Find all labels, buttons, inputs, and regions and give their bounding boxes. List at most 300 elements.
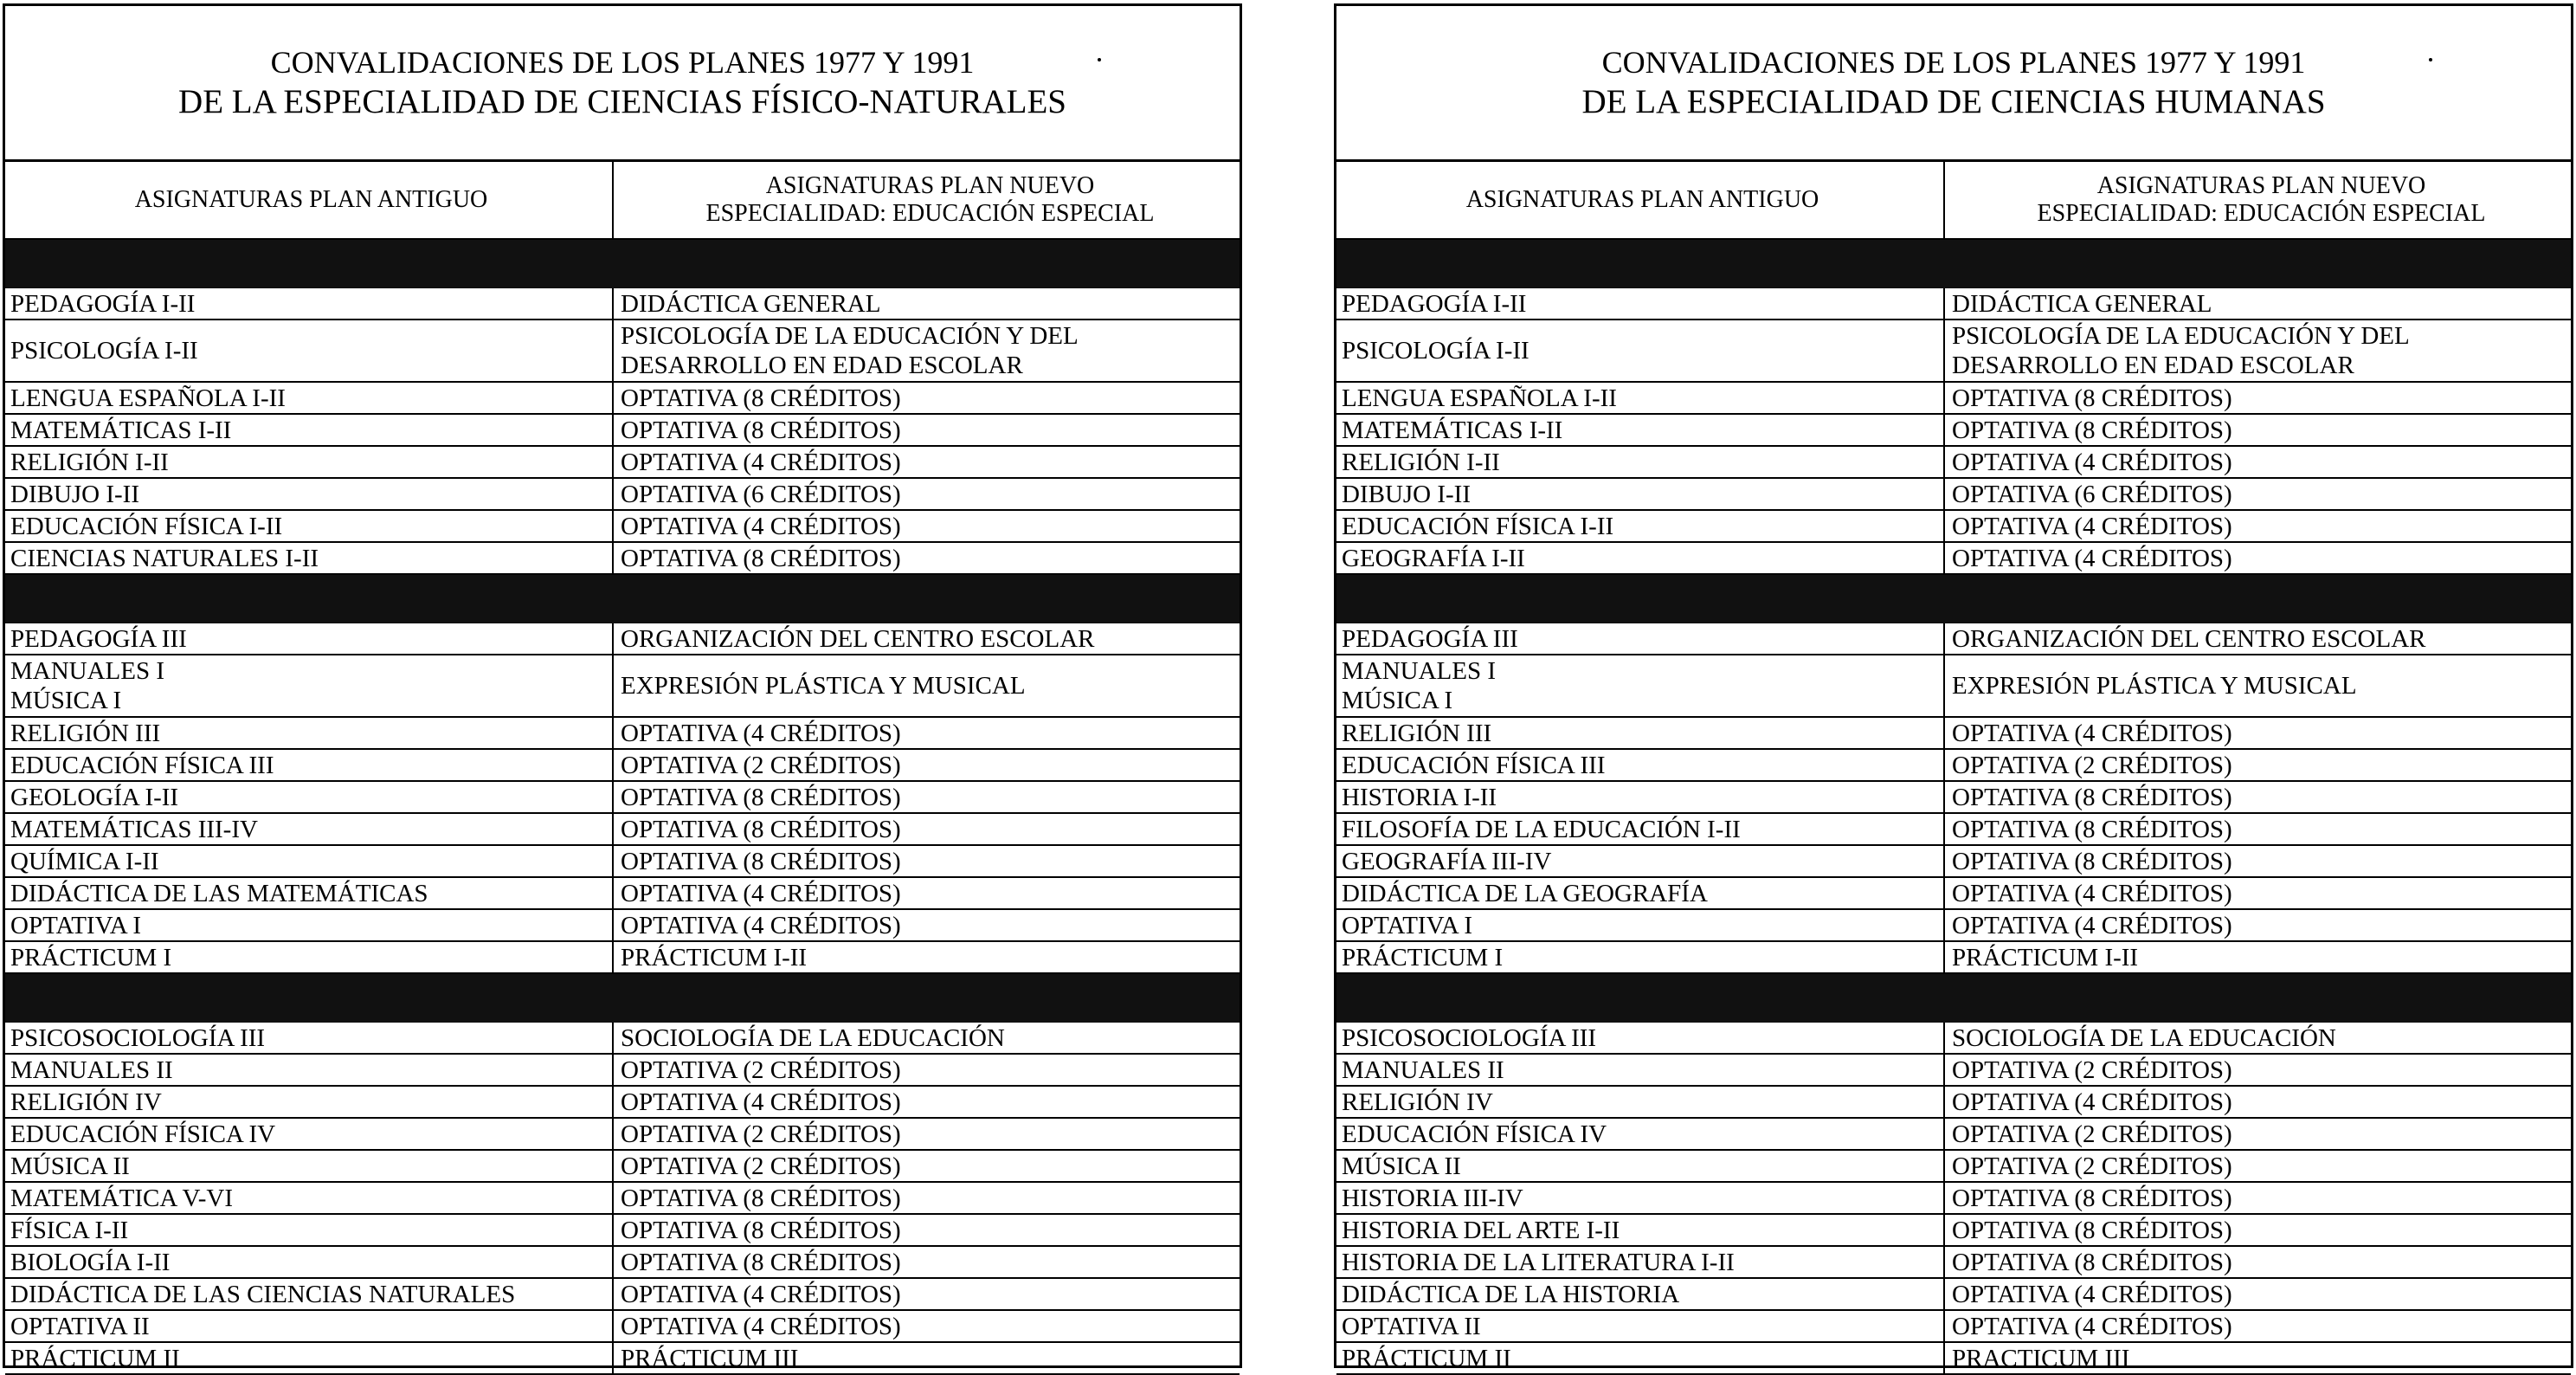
- old-subject-cell: [5, 543, 614, 573]
- new-subject-cell: [1945, 1055, 2571, 1085]
- table-row: [1336, 814, 2571, 846]
- header-old-plan: [5, 162, 614, 238]
- table-row: [5, 1343, 1240, 1375]
- old-subject-text: PSICOLOGÍA I-II: [1342, 337, 1530, 365]
- old-subject-cell: [1336, 878, 1945, 908]
- new-subject-text: PRÁCTICUM III: [621, 1344, 799, 1372]
- old-subject-cell: [5, 1247, 614, 1277]
- table-row: [5, 623, 1240, 655]
- new-subject-text: OPTATIVA (8 CRÉDITOS): [621, 815, 901, 843]
- old-subject-text: EDUCACIÓN FÍSICA III: [10, 751, 274, 779]
- new-subject-cell: [614, 1215, 1240, 1245]
- course-year-separator: [5, 575, 1240, 623]
- table-row: [1336, 750, 2571, 782]
- old-subject-cell: [5, 878, 614, 908]
- old-subject-text: PEDAGOGÍA I-II: [1342, 289, 1527, 318]
- table-row: [5, 1087, 1240, 1119]
- new-subject-cell: [614, 1119, 1240, 1149]
- new-subject-text: OPTATIVA (4 CRÉDITOS): [1952, 1312, 2232, 1340]
- table-row: [5, 543, 1240, 575]
- table-row: [1336, 782, 2571, 814]
- table-row: [5, 1247, 1240, 1279]
- table-row: [1336, 910, 2571, 942]
- old-subject-text: OPTATIVA I: [10, 911, 142, 939]
- old-subject-text: DIDÁCTICA DE LA HISTORIA: [1342, 1280, 1680, 1308]
- new-subject-cell: [614, 447, 1240, 477]
- header-new-label-1: ASIGNATURAS PLAN NUEVO: [765, 172, 1095, 199]
- new-subject-cell: [614, 1311, 1240, 1341]
- new-subject-cell: [1945, 447, 2571, 477]
- old-subject-cell: [5, 511, 614, 541]
- new-subject-text: OPTATIVA (4 CRÉDITOS): [1952, 544, 2232, 572]
- course-year-separator: [5, 974, 1240, 1023]
- old-subject-cell: [5, 1151, 614, 1181]
- new-subject-text: OPTATIVA (8 CRÉDITOS): [1952, 1248, 2232, 1276]
- new-subject-cell: [1945, 1215, 2571, 1245]
- table-body: [1336, 240, 2571, 1375]
- new-subject-cell: [1945, 1311, 2571, 1341]
- old-subject-cell: [5, 1119, 614, 1149]
- table-row: [1336, 1247, 2571, 1279]
- old-subject-text: HISTORIA DE LA LITERATURA I-II: [1342, 1248, 1735, 1276]
- new-subject-cell: [1945, 543, 2571, 573]
- new-subject-cell: [1945, 1087, 2571, 1117]
- new-subject-text: OPTATIVA (2 CRÉDITOS): [1952, 1152, 2232, 1180]
- old-subject-text: DIBUJO I-II: [10, 480, 139, 508]
- old-subject-cell: [1336, 1247, 1945, 1277]
- table-row: [1336, 543, 2571, 575]
- header-new-plan: [614, 162, 1240, 238]
- table-row: [5, 846, 1240, 878]
- table-row: [5, 479, 1240, 511]
- old-subject-cell: [1336, 1087, 1945, 1117]
- table-row: [5, 1215, 1240, 1247]
- old-subject-text: DIBUJO I-II: [1342, 480, 1471, 508]
- new-subject-cell: [614, 1151, 1240, 1181]
- old-subject-text: MATEMÁTICAS I-II: [1342, 416, 1563, 444]
- old-subject-text: RELIGIÓN IV: [10, 1088, 162, 1116]
- new-subject-text: EXPRESIÓN PLÁSTICA Y MUSICAL: [1952, 672, 2357, 700]
- new-subject-text: EXPRESIÓN PLÁSTICA Y MUSICAL: [621, 672, 1026, 700]
- old-subject-text: RELIGIÓN III: [1342, 719, 1492, 747]
- old-subject-text: FÍSICA I-II: [10, 1216, 129, 1244]
- old-subject-cell: [1336, 655, 1945, 716]
- old-subject-text: PRÁCTICUM II: [10, 1344, 180, 1372]
- table-row: [1336, 1151, 2571, 1183]
- panel-ciencias-humanas: [1334, 3, 2573, 1372]
- new-subject-cell: [1945, 878, 2571, 908]
- old-subject-cell: [5, 942, 614, 972]
- table-row: [5, 320, 1240, 383]
- table-row: [5, 1023, 1240, 1055]
- new-subject-cell: [1945, 1023, 2571, 1053]
- old-subject-text: PSICOSOCIOLOGÍA III: [1342, 1023, 1597, 1052]
- new-subject-text: OPTATIVA (2 CRÉDITOS): [621, 1152, 901, 1180]
- new-subject-text: OPTATIVA (4 CRÉDITOS): [621, 911, 901, 939]
- old-subject-cell: [1336, 415, 1945, 445]
- old-subject-cell: [5, 415, 614, 445]
- table-row: [1336, 1343, 2571, 1375]
- new-subject-cell: [1945, 511, 2571, 541]
- table-row: [5, 447, 1240, 479]
- old-subject-text: MANUALES I: [1342, 657, 1497, 685]
- old-subject-cell: [5, 910, 614, 940]
- table-row: [5, 1055, 1240, 1087]
- course-year-separator: [1336, 240, 2571, 288]
- old-subject-text: MANUALES II: [10, 1055, 173, 1084]
- new-subject-text: OPTATIVA (4 CRÉDITOS): [621, 719, 901, 747]
- old-subject-cell: [1336, 1279, 1945, 1309]
- table-row: [5, 1119, 1240, 1151]
- old-subject-cell: [1336, 623, 1945, 654]
- new-subject-text: DESARROLLO EN EDAD ESCOLAR: [1952, 352, 2354, 379]
- new-subject-cell: [614, 623, 1240, 654]
- old-subject-cell: [1336, 782, 1945, 812]
- table-row: [1336, 288, 2571, 320]
- header-new-label-2: ESPECIALIDAD: EDUCACIÓN ESPECIAL: [705, 200, 1155, 227]
- new-subject-text: OPTATIVA (8 CRÉDITOS): [1952, 416, 2232, 444]
- new-subject-cell: [614, 942, 1240, 972]
- table-row: [1336, 623, 2571, 655]
- old-subject-cell: [5, 320, 614, 381]
- table-row: [5, 1279, 1240, 1311]
- new-subject-text: OPTATIVA (4 CRÉDITOS): [621, 1088, 901, 1116]
- new-subject-cell: [1945, 1119, 2571, 1149]
- old-subject-cell: [5, 1343, 614, 1373]
- table-row: [5, 718, 1240, 750]
- old-subject-cell: [5, 814, 614, 844]
- new-subject-cell: [1945, 1343, 2571, 1373]
- old-subject-text: LENGUA ESPAÑOLA I-II: [10, 384, 286, 412]
- new-subject-text: OPTATIVA (8 CRÉDITOS): [1952, 1216, 2232, 1244]
- old-subject-cell: [5, 479, 614, 509]
- new-subject-cell: [1945, 814, 2571, 844]
- table-row: [5, 383, 1240, 415]
- old-subject-text: GEOGRAFÍA III-IV: [1342, 847, 1552, 875]
- new-subject-text: SOCIOLOGÍA DE LA EDUCACIÓN: [621, 1023, 1005, 1052]
- old-subject-cell: [1336, 718, 1945, 748]
- new-subject-cell: [614, 1087, 1240, 1117]
- new-subject-text: OPTATIVA (8 CRÉDITOS): [1952, 783, 2232, 811]
- stray-dot: [1098, 58, 1101, 61]
- header-old-label: ASIGNATURAS PLAN ANTIGUO: [1465, 186, 1819, 213]
- new-subject-text: OPTATIVA (4 CRÉDITOS): [621, 879, 901, 907]
- old-subject-text: MÚSICA I: [1342, 687, 1453, 714]
- old-subject-text: QUÍMICA I-II: [10, 847, 159, 875]
- old-subject-cell: [5, 383, 614, 413]
- old-subject-text: MÚSICA II: [1342, 1152, 1461, 1180]
- table-row: [1336, 320, 2571, 383]
- new-subject-cell: [614, 543, 1240, 573]
- header-new-label-1: ASIGNATURAS PLAN NUEVO: [2096, 172, 2426, 199]
- old-subject-text: RELIGIÓN I-II: [1342, 448, 1500, 476]
- new-subject-cell: [614, 1279, 1240, 1309]
- new-subject-cell: [1945, 1151, 2571, 1181]
- old-subject-cell: [5, 1311, 614, 1341]
- new-subject-text: OPTATIVA (2 CRÉDITOS): [1952, 751, 2232, 779]
- new-subject-text: DIDÁCTICA GENERAL: [1952, 289, 2212, 318]
- new-subject-text: OPTATIVA (4 CRÉDITOS): [621, 512, 901, 540]
- new-subject-cell: [1945, 718, 2571, 748]
- new-subject-text: OPTATIVA (8 CRÉDITOS): [621, 1216, 901, 1244]
- new-subject-cell: [614, 1055, 1240, 1085]
- old-subject-cell: [5, 447, 614, 477]
- old-subject-text: DIDÁCTICA DE LAS MATEMÁTICAS: [10, 879, 428, 907]
- new-subject-cell: [614, 320, 1240, 381]
- old-subject-text: LENGUA ESPAÑOLA I-II: [1342, 384, 1617, 412]
- table-row: [1336, 479, 2571, 511]
- table-row: [5, 910, 1240, 942]
- table-header: [5, 162, 1240, 240]
- new-subject-cell: [614, 511, 1240, 541]
- new-subject-cell: [614, 750, 1240, 780]
- new-subject-text: OPTATIVA (8 CRÉDITOS): [1952, 815, 2232, 843]
- old-subject-cell: [1336, 814, 1945, 844]
- title-line-2: DE LA ESPECIALIDAD DE CIENCIAS HUMANAS: [1581, 82, 2326, 120]
- new-subject-text: OPTATIVA (2 CRÉDITOS): [621, 1120, 901, 1148]
- old-subject-cell: [1336, 1215, 1945, 1245]
- old-subject-cell: [1336, 1055, 1945, 1085]
- old-subject-cell: [5, 1087, 614, 1117]
- new-subject-cell: [1945, 846, 2571, 876]
- old-subject-text: HISTORIA DEL ARTE I-II: [1342, 1216, 1620, 1244]
- table-row: [1336, 383, 2571, 415]
- old-subject-cell: [1336, 910, 1945, 940]
- new-subject-text: OPTATIVA (4 CRÉDITOS): [1952, 911, 2232, 939]
- old-subject-text: EDUCACIÓN FÍSICA I-II: [10, 512, 283, 540]
- old-subject-cell: [5, 750, 614, 780]
- new-subject-text: PSICOLOGÍA DE LA EDUCACIÓN Y DEL: [1952, 322, 2410, 350]
- course-year-separator: [1336, 974, 2571, 1023]
- table-row: [1336, 1183, 2571, 1215]
- old-subject-text: MATEMÁTICAS III-IV: [10, 815, 258, 843]
- old-subject-cell: [5, 1023, 614, 1053]
- old-subject-text: PRÁCTICUM II: [1342, 1344, 1511, 1372]
- old-subject-cell: [5, 718, 614, 748]
- new-subject-cell: [614, 288, 1240, 319]
- old-subject-text: MATEMÁTICA V-VI: [10, 1184, 233, 1212]
- course-year-separator: [5, 240, 1240, 288]
- new-subject-text: OPTATIVA (4 CRÉDITOS): [1952, 512, 2232, 540]
- new-subject-cell: [614, 1183, 1240, 1213]
- new-subject-text: OPTATIVA (4 CRÉDITOS): [1952, 1088, 2232, 1116]
- title-line-1: CONVALIDACIONES DE LOS PLANES 1977 Y 1991: [1601, 44, 2306, 80]
- new-subject-cell: [1945, 383, 2571, 413]
- new-subject-text: OPTATIVA (8 CRÉDITOS): [621, 416, 901, 444]
- new-subject-text: PRÁCTICUM I-II: [621, 943, 808, 972]
- new-subject-cell: [614, 1343, 1240, 1373]
- old-subject-text: PEDAGOGÍA III: [1342, 624, 1518, 653]
- new-subject-text: OPTATIVA (2 CRÉDITOS): [1952, 1120, 2232, 1148]
- table-row: [1336, 1311, 2571, 1343]
- new-subject-cell: [1945, 288, 2571, 319]
- old-subject-cell: [1336, 288, 1945, 319]
- table-row: [1336, 1023, 2571, 1055]
- panel-title: [5, 6, 1240, 162]
- new-subject-text: OPTATIVA (4 CRÉDITOS): [1952, 719, 2232, 747]
- old-subject-text: RELIGIÓN IV: [1342, 1088, 1493, 1116]
- old-subject-cell: [1336, 1119, 1945, 1149]
- new-subject-cell: [1945, 942, 2571, 972]
- new-subject-cell: [1945, 415, 2571, 445]
- new-subject-text: OPTATIVA (4 CRÉDITOS): [1952, 879, 2232, 907]
- new-subject-cell: [1945, 623, 2571, 654]
- old-subject-cell: [1336, 511, 1945, 541]
- new-subject-text: OPTATIVA (2 CRÉDITOS): [621, 751, 901, 779]
- table-body: [5, 240, 1240, 1375]
- table-row: [1336, 511, 2571, 543]
- new-subject-cell: [614, 878, 1240, 908]
- table-row: [5, 942, 1240, 974]
- old-subject-text: OPTATIVA II: [1342, 1312, 1481, 1340]
- new-subject-text: OPTATIVA (4 CRÉDITOS): [621, 1312, 901, 1340]
- old-subject-text: OPTATIVA II: [10, 1312, 150, 1340]
- table-row: [5, 415, 1240, 447]
- new-subject-text: OPTATIVA (8 CRÉDITOS): [621, 544, 901, 572]
- old-subject-cell: [5, 1279, 614, 1309]
- table-row: [5, 511, 1240, 543]
- new-subject-cell: [1945, 320, 2571, 381]
- old-subject-text: MÚSICA I: [10, 687, 122, 714]
- old-subject-text: DIDÁCTICA DE LAS CIENCIAS NATURALES: [10, 1280, 516, 1308]
- course-year-separator: [1336, 575, 2571, 623]
- new-subject-cell: [1945, 1279, 2571, 1309]
- table-row: [5, 1151, 1240, 1183]
- table-row: [1336, 1279, 2571, 1311]
- new-subject-text: OPTATIVA (8 CRÉDITOS): [1952, 384, 2232, 412]
- new-subject-text: DESARROLLO EN EDAD ESCOLAR: [621, 352, 1023, 379]
- old-subject-cell: [1336, 942, 1945, 972]
- table-row: [5, 782, 1240, 814]
- new-subject-text: OPTATIVA (8 CRÉDITOS): [621, 847, 901, 875]
- old-subject-text: PEDAGOGÍA I-II: [10, 289, 196, 318]
- new-subject-text: OPTATIVA (6 CRÉDITOS): [621, 480, 901, 508]
- old-subject-text: PEDAGOGÍA III: [10, 624, 187, 653]
- old-subject-cell: [5, 846, 614, 876]
- old-subject-text: RELIGIÓN III: [10, 719, 161, 747]
- header-old-label: ASIGNATURAS PLAN ANTIGUO: [134, 186, 488, 213]
- new-subject-text: OPTATIVA (2 CRÉDITOS): [621, 1055, 901, 1084]
- old-subject-cell: [1336, 1311, 1945, 1341]
- table-row: [1336, 447, 2571, 479]
- old-subject-cell: [1336, 1343, 1945, 1373]
- stray-dot: [2429, 58, 2432, 61]
- new-subject-text: ORGANIZACIÓN DEL CENTRO ESCOLAR: [1952, 624, 2426, 653]
- old-subject-cell: [1336, 479, 1945, 509]
- old-subject-cell: [1336, 320, 1945, 381]
- new-subject-text: OPTATIVA (8 CRÉDITOS): [621, 384, 901, 412]
- new-subject-text: PSICOLOGÍA DE LA EDUCACIÓN Y DEL: [621, 322, 1079, 350]
- table-row: [1336, 1215, 2571, 1247]
- new-subject-text: OPTATIVA (8 CRÉDITOS): [621, 1184, 901, 1212]
- table-row: [1336, 415, 2571, 447]
- new-subject-cell: [614, 910, 1240, 940]
- title-line-2: DE LA ESPECIALIDAD DE CIENCIAS FÍSICO-NATURALES: [178, 82, 1066, 120]
- old-subject-text: DIDÁCTICA DE LA GEOGRAFÍA: [1342, 879, 1708, 907]
- new-subject-cell: [614, 655, 1240, 716]
- old-subject-cell: [5, 1055, 614, 1085]
- new-subject-cell: [1945, 910, 2571, 940]
- old-subject-cell: [5, 288, 614, 319]
- new-subject-cell: [614, 415, 1240, 445]
- new-subject-text: PRACTICUM III: [1952, 1344, 2130, 1372]
- new-subject-text: OPTATIVA (8 CRÉDITOS): [1952, 1184, 2232, 1212]
- table-row: [1336, 846, 2571, 878]
- old-subject-cell: [5, 623, 614, 654]
- old-subject-cell: [5, 1215, 614, 1245]
- new-subject-cell: [614, 1023, 1240, 1053]
- old-subject-text: PSICOLOGÍA I-II: [10, 337, 198, 365]
- old-subject-cell: [1336, 447, 1945, 477]
- old-subject-text: CIENCIAS NATURALES I-II: [10, 544, 319, 572]
- old-subject-text: MATEMÁTICAS I-II: [10, 416, 232, 444]
- old-subject-text: PSICOSOCIOLOGÍA III: [10, 1023, 266, 1052]
- old-subject-text: PRÁCTICUM I: [10, 943, 172, 972]
- old-subject-text: EDUCACIÓN FÍSICA I-II: [1342, 512, 1614, 540]
- new-subject-text: OPTATIVA (6 CRÉDITOS): [1952, 480, 2232, 508]
- new-subject-text: OPTATIVA (4 CRÉDITOS): [1952, 448, 2232, 476]
- new-subject-text: OPTATIVA (2 CRÉDITOS): [1952, 1055, 2232, 1084]
- new-subject-cell: [614, 846, 1240, 876]
- old-subject-text: GEOLOGÍA I-II: [10, 783, 179, 811]
- new-subject-cell: [1945, 1247, 2571, 1277]
- old-subject-cell: [1336, 1183, 1945, 1213]
- new-subject-text: OPTATIVA (4 CRÉDITOS): [621, 448, 901, 476]
- new-subject-text: ORGANIZACIÓN DEL CENTRO ESCOLAR: [621, 624, 1095, 653]
- header-new-plan: [1945, 162, 2571, 238]
- table-row: [1336, 942, 2571, 974]
- new-subject-text: OPTATIVA (8 CRÉDITOS): [1952, 847, 2232, 875]
- old-subject-cell: [1336, 1151, 1945, 1181]
- old-subject-text: OPTATIVA I: [1342, 911, 1473, 939]
- old-subject-text: RELIGIÓN I-II: [10, 448, 169, 476]
- table-row: [5, 655, 1240, 718]
- table-header: [1336, 162, 2571, 240]
- new-subject-text: OPTATIVA (8 CRÉDITOS): [621, 1248, 901, 1276]
- table-row: [1336, 1119, 2571, 1151]
- old-subject-text: GEOGRAFÍA I-II: [1342, 544, 1525, 572]
- old-subject-cell: [5, 1183, 614, 1213]
- old-subject-text: EDUCACIÓN FÍSICA IV: [1342, 1120, 1607, 1148]
- new-subject-cell: [614, 718, 1240, 748]
- new-subject-text: OPTATIVA (4 CRÉDITOS): [621, 1280, 901, 1308]
- new-subject-text: PRÁCTICUM I-II: [1952, 943, 2139, 972]
- new-subject-cell: [614, 814, 1240, 844]
- new-subject-text: SOCIOLOGÍA DE LA EDUCACIÓN: [1952, 1023, 2336, 1052]
- old-subject-cell: [1336, 383, 1945, 413]
- header-new-label-2: ESPECIALIDAD: EDUCACIÓN ESPECIAL: [2037, 200, 2486, 227]
- table-row: [1336, 655, 2571, 718]
- old-subject-text: HISTORIA I-II: [1342, 783, 1497, 811]
- new-subject-cell: [1945, 750, 2571, 780]
- new-subject-cell: [614, 782, 1240, 812]
- panel-fisico-naturales: [3, 3, 1242, 1372]
- old-subject-text: MANUALES I: [10, 657, 165, 685]
- table-row: [5, 750, 1240, 782]
- table-row: [5, 878, 1240, 910]
- old-subject-text: HISTORIA III-IV: [1342, 1184, 1523, 1212]
- old-subject-cell: [5, 782, 614, 812]
- new-subject-text: OPTATIVA (4 CRÉDITOS): [1952, 1280, 2232, 1308]
- table-row: [5, 288, 1240, 320]
- new-subject-cell: [614, 1247, 1240, 1277]
- new-subject-cell: [1945, 1183, 2571, 1213]
- old-subject-cell: [1336, 750, 1945, 780]
- table-row: [1336, 878, 2571, 910]
- old-subject-text: FILOSOFÍA DE LA EDUCACIÓN I-II: [1342, 815, 1741, 843]
- old-subject-cell: [5, 655, 614, 716]
- old-subject-text: BIOLOGÍA I-II: [10, 1248, 171, 1276]
